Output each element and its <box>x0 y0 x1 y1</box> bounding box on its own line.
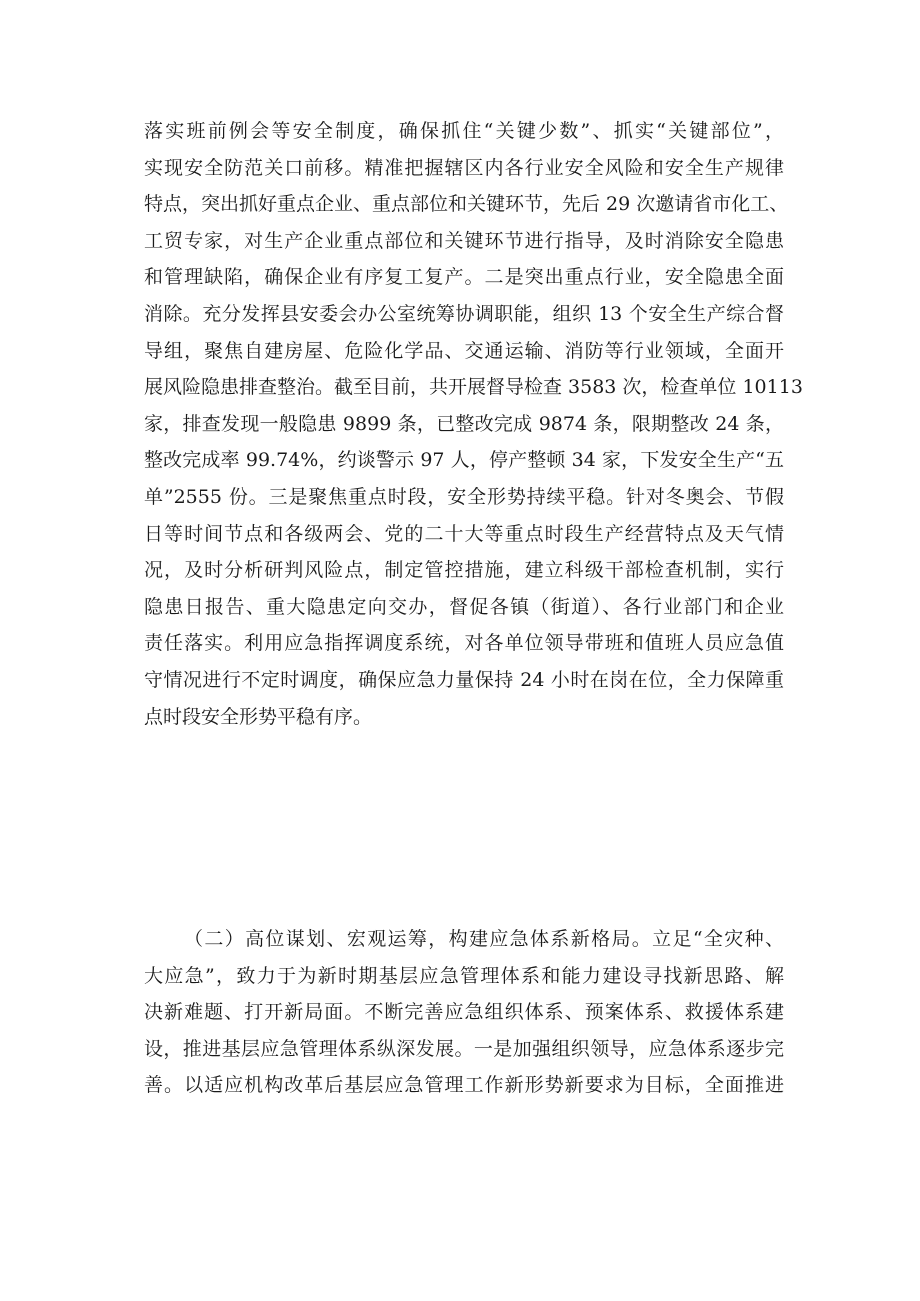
text-line: 日等时间节点和各级两会、党的二十大等重点时段生产经营特点及天气情 <box>144 522 784 545</box>
text-line: 单”2555 份。三是聚焦重点时段，安全形势持续平稳。针对冬奥会、节假 <box>144 485 784 508</box>
text-line: 况，及时分析研判风险点，制定管控措施，建立科级干部检查机制，实行 <box>144 559 784 582</box>
text-line: 整改完成率 99.74%，约谈警示 97 人，停产整顿 34 家，下发安全生产“五 <box>144 449 784 472</box>
text-line: 落实班前例会等安全制度，确保抓住“关键少数”、抓实“关键部位”， <box>144 120 784 142</box>
text-line: 大应急”，致力于为新时期基层应急管理体系和能力建设寻找新思路、解 <box>144 964 784 987</box>
text-line: 导组，聚焦自建房屋、危险化学品、交通运输、消防等行业领域，全面开 <box>144 339 784 362</box>
text-line: 责任落实。利用应急指挥调度系统，对各单位领导带班和值班人员应急值 <box>144 632 784 655</box>
text-line: 决新难题、打开新局面。不断完善应急组织体系、预案体系、救援体系建 <box>144 1001 784 1024</box>
text-line: 设，推进基层应急管理体系纵深发展。一是加强组织领导，应急体系逐步完 <box>144 1037 784 1060</box>
text-line: 家，排查发现一般隐患 9899 条，已整改完成 9874 条，限期整改 24 条， <box>144 412 784 435</box>
text-line: 和管理缺陷，确保企业有序复工复产。二是突出重点行业，安全隐患全面 <box>144 266 784 289</box>
section-heading-line: （二）高位谋划、宏观运筹，构建应急体系新格局。立足“全灾种、 <box>184 928 784 950</box>
text-line: 特点，突出抓好重点企业、重点部位和关键环节，先后 29 次邀请省市化工、 <box>144 193 789 216</box>
text-line: 点时段安全形势平稳有序。 <box>144 705 373 728</box>
text-line: 守情况进行不定时调度，确保应急力量保持 24 小时在岗在位，全力保障重 <box>144 668 784 691</box>
text-line: 善。以适应机构改革后基层应急管理工作新形势新要求为目标，全面推进 <box>144 1074 784 1097</box>
text-line: 展风险隐患排查整治。截至目前，共开展督导检查 3583 次，检查单位 10113 <box>144 376 803 399</box>
text-line: 消除。充分发挥县安委会办公室统筹协调职能，组织 13 个安全生产综合督 <box>144 302 784 325</box>
text-line: 隐患日报告、重大隐患定向交办，督促各镇（街道）、各行业部门和企业 <box>144 595 784 618</box>
paragraph-2 <box>144 921 784 1104</box>
paragraph-1 <box>144 113 803 735</box>
text-line: 实现安全防范关口前移。精准把握辖区内各行业安全风险和安全生产规律 <box>144 156 784 179</box>
text-line: 工贸专家，对生产企业重点部位和关键环节进行指导，及时消除安全隐患 <box>144 229 784 252</box>
